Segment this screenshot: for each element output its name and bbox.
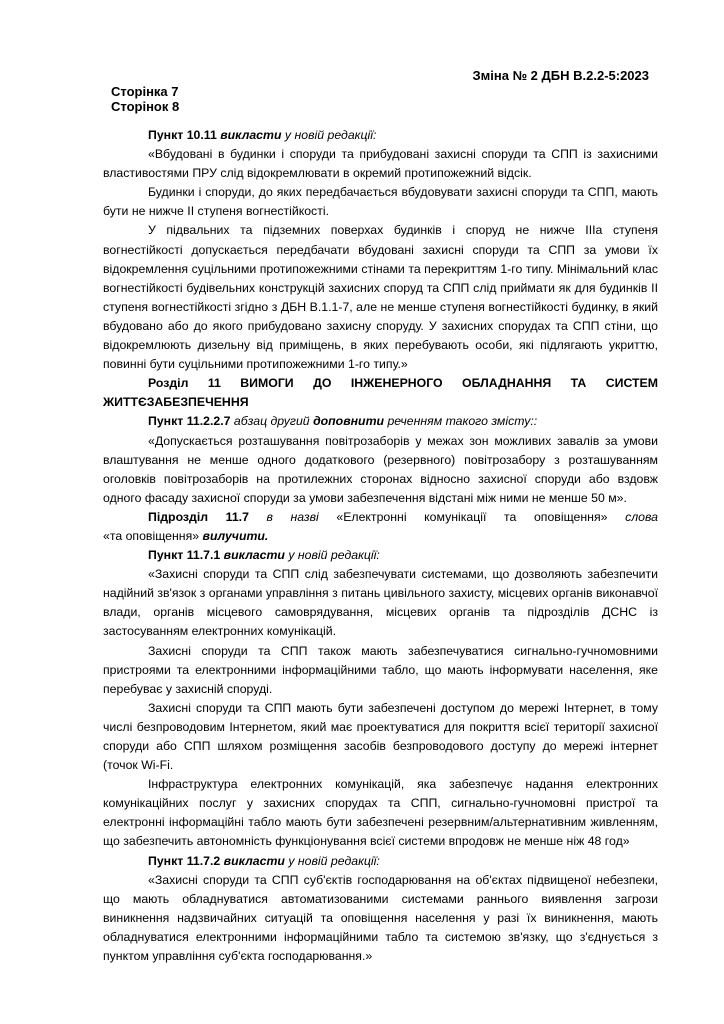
clause-verb: викласти bbox=[223, 853, 285, 868]
paragraph: Будинки і споруди, до яких передбачається вбудовувати захисні споруди та СПП, мають бути не нижче ІІ ступеня вогнестійкості. bbox=[103, 185, 658, 219]
clause-label: Пункт 10.11 bbox=[148, 128, 217, 142]
clause-quote: «та оповіщення» bbox=[103, 528, 200, 543]
clause-pre: абзац другий bbox=[233, 414, 310, 429]
page-number: Сторінка 7 bbox=[111, 84, 179, 99]
paragraph: «Захисні споруди та СПП слід забезпечувати системами, що дозволяють забезпечити надійний зв'язок з органами управління з питань цивільного захисту, місцевих органів виконавчої влади, органів місцевого самоврядування, місцевих органів та підрозділів ДСНС із застосуванням електронних комунікацій. bbox=[103, 567, 658, 639]
clause-pre: в назві bbox=[266, 509, 319, 524]
clause-label: Пункт 11.7.2 bbox=[148, 853, 221, 868]
section-heading-11: Розділ 11 ВИМОГИ ДО ІНЖЕНЕРНОГО ОБЛАДНАННЯ ТА СИСТЕМ ЖИТТЄЗАБЕЗПЕЧЕННЯ bbox=[103, 376, 658, 410]
paragraph: Інфраструктура електронних комунікацій, яка забезпечує надання електронних комунікаційних послуг у захисних спорудах та СПП, сигнально-гучномовні пристрої та електронні інформаційні табло мають бути забезпечені резервним/альтернативним живленням, що забезпечить автономність функціонування всієї системи впродовж не менше ніж 48 год» bbox=[103, 777, 658, 849]
paragraph: Захисні споруди та СПП мають бути забезпечені доступом до мережі Інтернет, в тому числі безпроводовим Інтернетом, який має проектуватися для покриття всієї території захисної споруди або СПП шляхом розміщення засобів безпроводового доступу до мережі інтернет (точок Wi-Fi. bbox=[103, 700, 658, 773]
clause-label: Підрозділ 11.7 bbox=[148, 509, 249, 524]
clause-heading-10-11 bbox=[103, 126, 658, 145]
page-total: Сторінок 8 bbox=[111, 99, 180, 114]
clause-verb: викласти bbox=[220, 128, 282, 142]
paragraph: «Захисні споруди та СПП суб'єктів господарювання на об'єктах підвищеної небезпеки, що мають обладнуватися автоматизованими системами раннього виявлення загрози виникнення надзвичайних ситуацій та оповіщення населення у разі їх виникнення, мають обладнуватися електронними інформаційними табло та системою зв'язку, що з'єднується з пунктом управління суб'єкта господарювання.» bbox=[103, 872, 658, 964]
clause-verb: доповнити bbox=[313, 414, 385, 429]
subsection-heading-cont bbox=[103, 527, 658, 546]
clause-heading-11-7-2 bbox=[103, 852, 658, 871]
clause-heading-11-7-1 bbox=[103, 546, 658, 565]
document-body bbox=[103, 126, 658, 966]
clause-label: Пункт 11.2.2.7 bbox=[148, 414, 231, 429]
paragraph: «Допускається розташування повітрозаборів у межах зон можливих завалів за умови влаштування не менше одного додаткового (резервного) повітрозабору з розташуванням оголовків повітрозаборів на протилежних сторонах відносно захисної споруди або вздовж одного фасаду захисної споруди за умови забезпечення відстані між ними не менше 50 м». bbox=[103, 433, 658, 505]
clause-tail: у новій редакції: bbox=[288, 548, 380, 563]
paragraph: У підвальних та підземних поверхах будинків і споруд не нижче ІІІа ступеня вогнестійкості допускається передбачати вбудовані захисні споруди та СПП за умови їх відокремлення суцільними протипожежними стінами та перекриттям 1-го типу. Мінімальний клас вогнестійкості будівельних конструкцій захисних споруд та СПП слід приймати як для будинків ІІ ступеня вогнестійкості згідно з ДБН В.1.1-7, але не менше ступеня вогнестійкості будинку, в який вбудовано або до якого прибудовано захисну споруду. У захисних спорудах та СПП стіни, що відокремлюють дизельну від приміщень, в яких перебувають особи, які підлягають укриттю, повинні бути суцільними протипожежними 1-го типу.» bbox=[103, 223, 658, 372]
clause-quote: «Електронні комунікації та оповіщення» bbox=[336, 509, 608, 524]
clause-tail: у новій редакції: bbox=[284, 128, 377, 142]
clause-heading-11-2-2-7 bbox=[103, 412, 658, 431]
paragraph: Захисні споруди та СПП також мають забезпечуватися сигнально-гучномовними пристроями та електронними інформаційними табло, що мають інформувати населення, яке перебуває у захисній споруді. bbox=[103, 643, 658, 696]
clause-tail: реченням такого змісту:: bbox=[387, 414, 538, 429]
clause-verb: викласти bbox=[223, 548, 285, 563]
clause-mid: слова bbox=[625, 509, 659, 524]
clause-verb: вилучити. bbox=[202, 528, 269, 543]
page-counter bbox=[111, 84, 179, 114]
clause-label: Пункт 11.7.1 bbox=[148, 548, 221, 563]
amendment-title: Зміна № 2 ДБН В.2.2-5:2023 bbox=[472, 68, 649, 83]
subsection-heading-11-7 bbox=[103, 508, 658, 527]
clause-tail: у новій редакції: bbox=[288, 853, 380, 868]
paragraph: «Вбудовані в будинки і споруди та прибудовані захисні споруди та СПП із захисними властивостями ПРУ слід відокремлювати в окремий протипожежний відсік. bbox=[103, 147, 658, 181]
